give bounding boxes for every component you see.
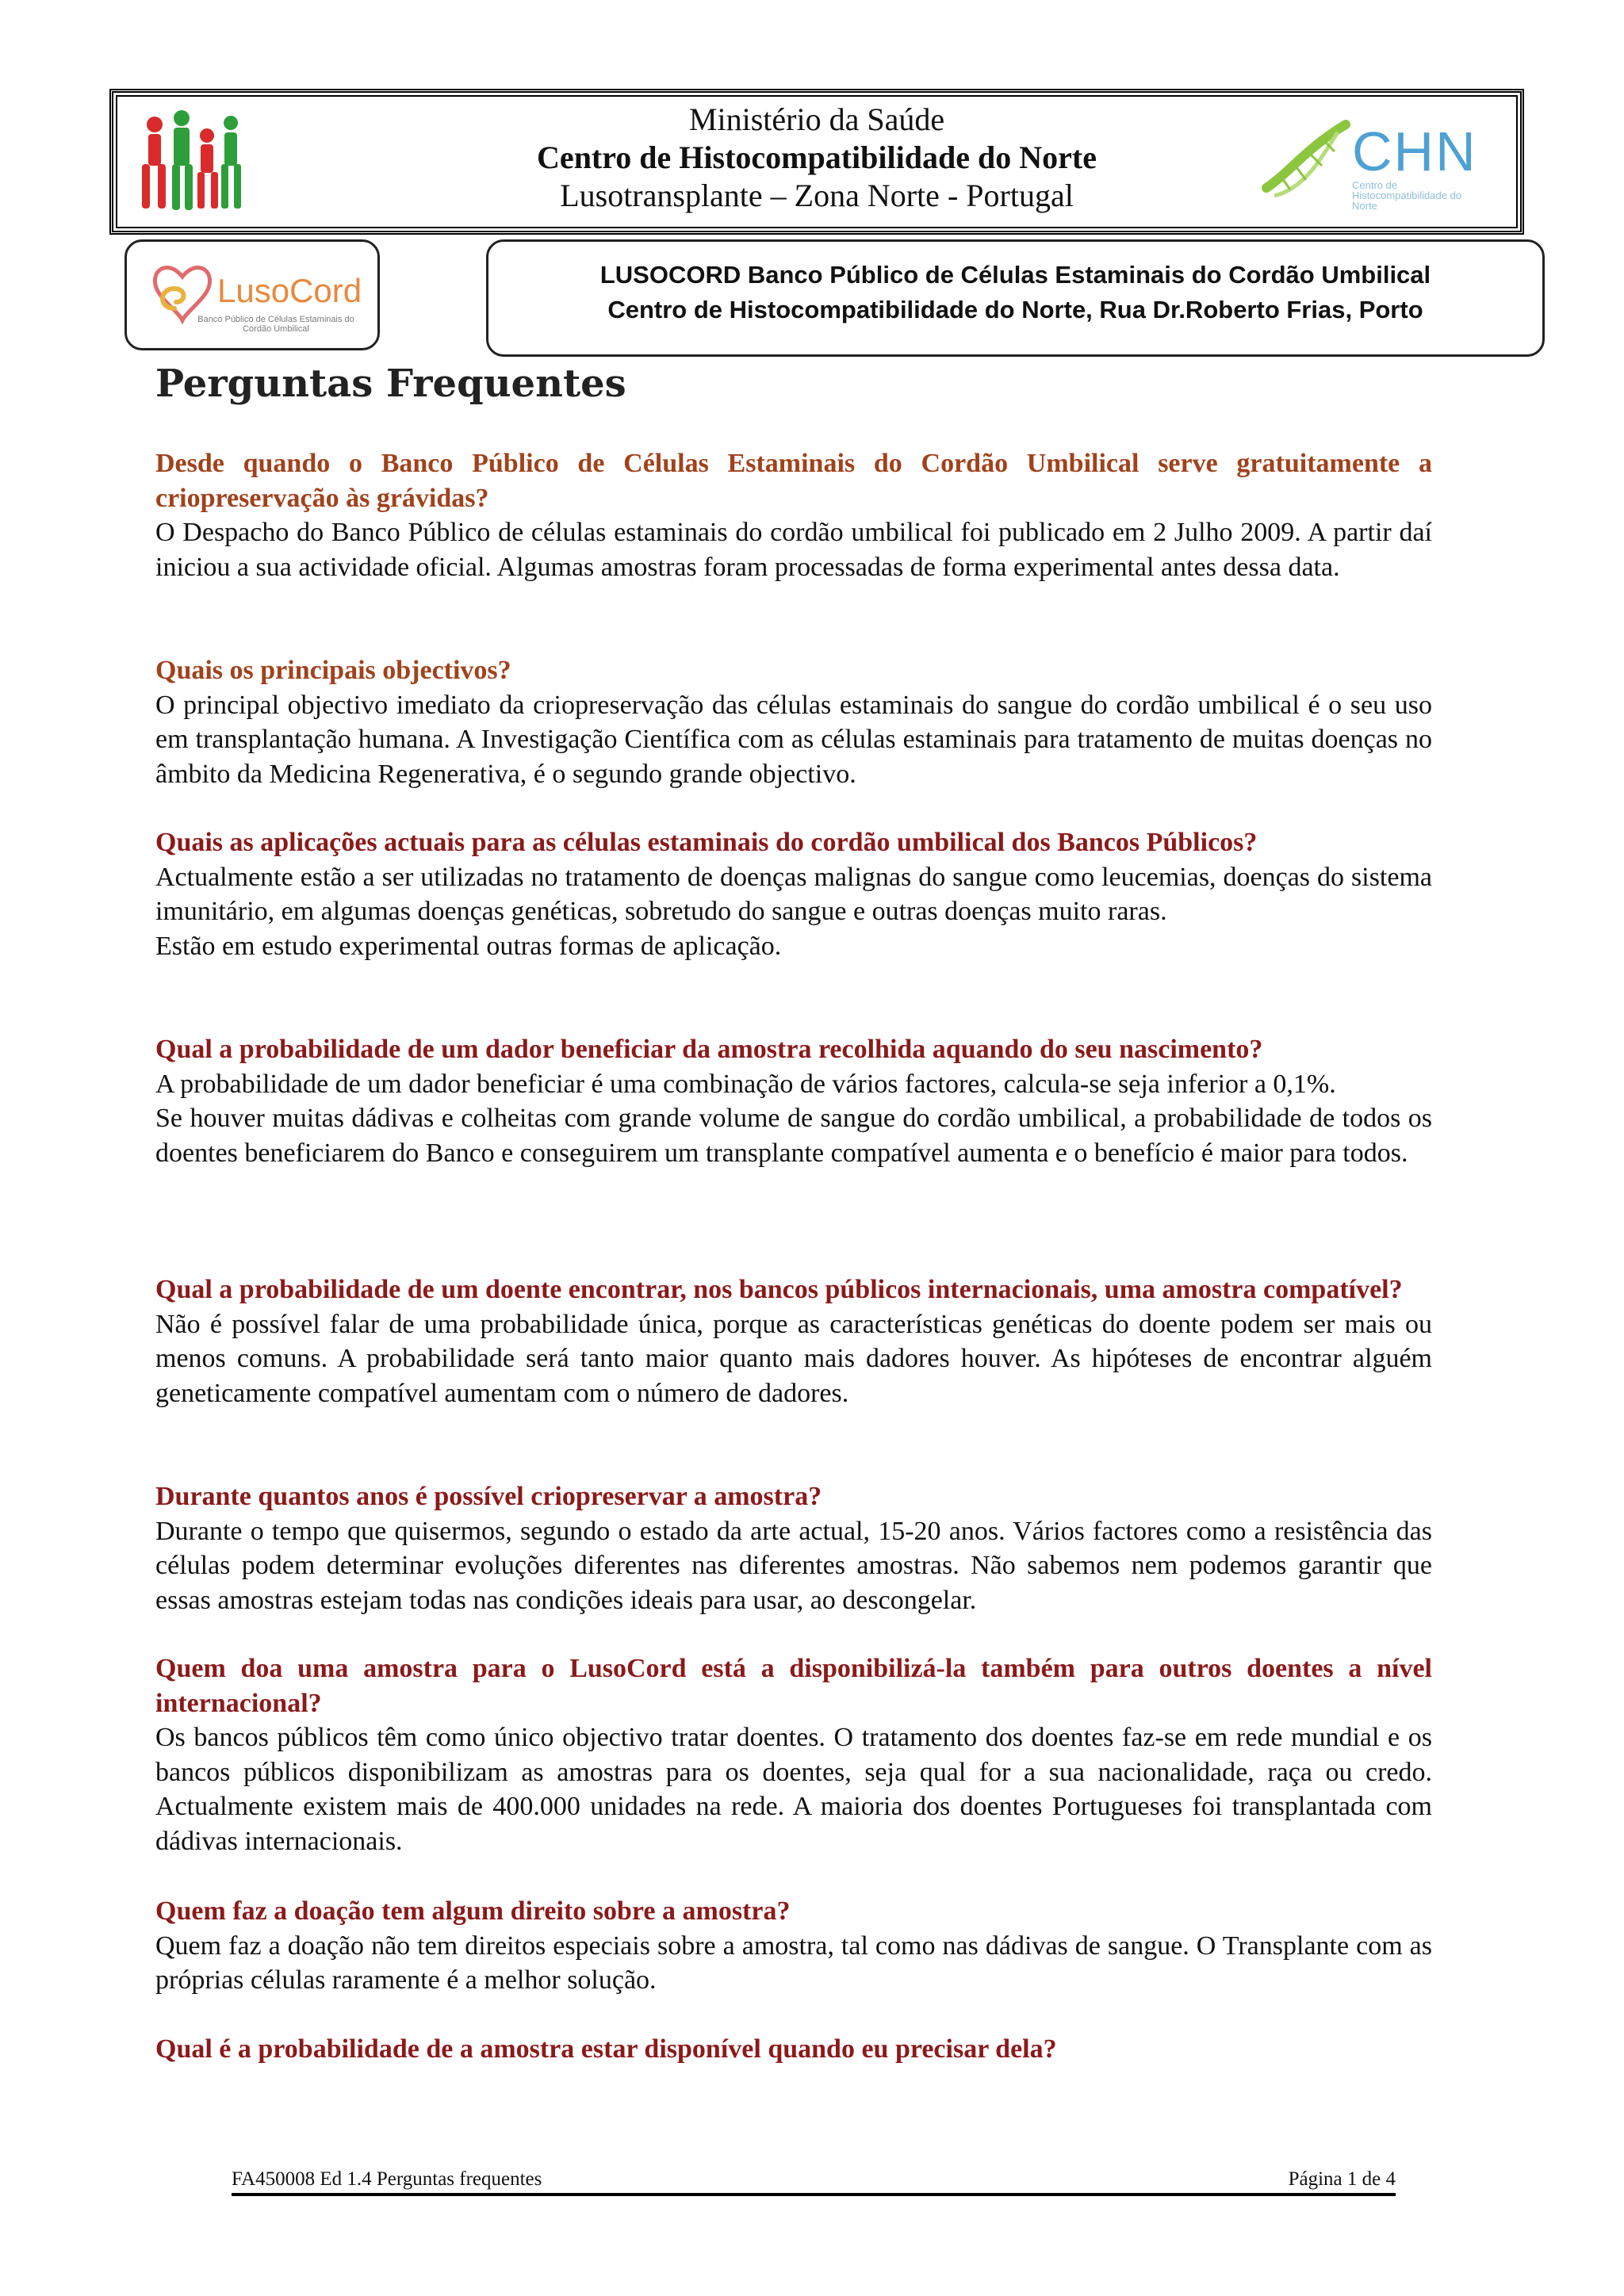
faq-item (155, 825, 1432, 963)
faq-question: Quais os principais objectivos? (155, 656, 511, 685)
bank-name: LUSOCORD Banco Público de Células Estaminais do Cordão Umbilical (599, 261, 1431, 289)
faq-answer: Actualmente estão a ser utilizadas no tratamento de doenças malignas do sangue como leucemias, doenças do sistema imunitário, em algumas doenças genéticas, sobretudo do sangue e outras doenças muito raras. (155, 862, 1432, 926)
faq-item (155, 1651, 1432, 1858)
lusocord-logo-name: LusoCord (217, 272, 362, 309)
ministry-logo (137, 109, 248, 220)
dna-helix-icon (1258, 117, 1354, 204)
center-name: Centro de Histocompatibilidade do Norte (537, 140, 1097, 175)
chn-logo-subtitle: Centro de Histocompatibilidade do Norte (1352, 179, 1462, 212)
faq-question: Qual é a probabilidade de a amostra estar disponível quando eu precisar dela? (155, 2034, 1057, 2064)
page-number: Página 1 de 4 (1288, 2168, 1396, 2190)
faq-item (155, 1479, 1432, 1617)
faq-question: Desde quando o Banco Público de Células Estaminais do Cordão Umbilical serve gratuitamente a criopreservação às grávidas? (155, 449, 1432, 513)
faq-answer: A probabilidade de um dador beneficiar é uma combinação de vários factores, calcula-se seja inferior a 0,1%. (155, 1069, 1336, 1099)
document-code: FA450008 Ed 1.4 Perguntas frequentes (232, 2168, 542, 2190)
faq-item (155, 1272, 1432, 1410)
faq-item (155, 2032, 1432, 2067)
footer-divider (232, 2193, 1396, 2196)
faq-answer: O principal objectivo imediato da criopreservação das células estaminais do sangue do cordão umbilical é o seu uso em transplantação humana. A Investigação Científica com as células estaminais para tratamento de muitas doenças no âmbito da Medicina Regenerativa, é o segundo grande objectivo. (155, 690, 1432, 789)
faq-answer: Quem faz a doação não tem direitos especiais sobre a amostra, tal como nas dádivas de sangue. O Transplante com as próprias células raramente é a melhor solução. (155, 1931, 1432, 1995)
ministry-name: Ministério da Saúde (688, 101, 945, 137)
faq-question: Qual a probabilidade de um dador beneficiar da amostra recolhida aquando do seu nascimento? (155, 1035, 1263, 1064)
lusocord-logo-tagline: Banco Público de Células Estaminais do Cordão Umbilical (197, 315, 354, 334)
faq-question: Quem doa uma amostra para o LusoCord está a disponibilizá-la também para outros doentes a nível internacional? (155, 1654, 1432, 1718)
lusocord-logo (138, 250, 368, 343)
faq-item (155, 1894, 1432, 1998)
faq-question: Quem faz a doação tem algum direito sobre a amostra? (155, 1896, 791, 1926)
faq-answer: Não é possível falar de uma probabilidade única, porque as características genéticas do doente podem ser mais ou menos comuns. A probabilidade será tanto maior quanto mais dadores houver. As hipóteses de encontrar alguém geneticamente compatível aumentam com o número de dadores. (155, 1309, 1432, 1408)
faq-question: Durante quantos anos é possível criopreservar a amostra? (155, 1482, 822, 1511)
chn-logo-text: CHN (1352, 121, 1477, 182)
program-name: Lusotransplante – Zona Norte - Portugal (560, 178, 1074, 213)
faq-question: Quais as aplicações actuais para as células estaminais do cordão umbilical dos Bancos Públicos? (155, 828, 1258, 857)
page-title: Perguntas Frequentes (155, 362, 626, 406)
faq-answer: Durante o tempo que quisermos, segundo o estado da arte actual, 15-20 anos. Vários factores como a resistência das células podem determinar evoluções diferentes nas diferentes amostras. Não sabemos nem podemos garantir que essas amostras estejam todas nas condições ideais para usar, ao descongelar. (155, 1516, 1432, 1615)
header-box (109, 89, 1524, 235)
faq-answer: Os bancos públicos têm como único objectivo tratar doentes. O tratamento dos doentes faz-se em rede mundial e os bancos públicos disponibilizam as amostras para os doentes, seja qual for a sua nacionalidade, raça ou credo. Actualmente existem mais de 400.000 unidades na rede. A maioria dos doentes Portugueses foi transplantada com dádivas internacionais. (155, 1723, 1432, 1856)
faq-item (155, 653, 1432, 791)
lusocord-logo-box (124, 239, 380, 350)
bank-info-box (486, 239, 1545, 357)
header-text (113, 101, 1520, 215)
faq-item (155, 1032, 1432, 1170)
faq-question: Qual a probabilidade de um doente encontrar, nos bancos públicos internacionais, uma amostra compatível? (155, 1275, 1403, 1304)
faq-answer: O Despacho do Banco Público de células estaminais do cordão umbilical foi publicado em 2 Julho 2009. A partir daí iniciou a sua actividade oficial. Algumas amostras foram processadas de forma experimental antes dessa data. (155, 518, 1432, 582)
faq-item (155, 446, 1432, 584)
bank-address: Centro de Histocompatibilidade do Norte, Rua Dr.Roberto Frias, Porto (607, 296, 1423, 323)
faq-answer: Estão em estudo experimental outras formas de aplicação. (155, 931, 782, 961)
faq-answer: Se houver muitas dádivas e colheitas com grande volume de sangue do cordão umbilical, a probabilidade de todos os doentes beneficiarem do Banco e conseguirem um transplante compatível aumenta e o benefício é maior para todos. (155, 1104, 1432, 1168)
chn-logo (1258, 117, 1488, 212)
